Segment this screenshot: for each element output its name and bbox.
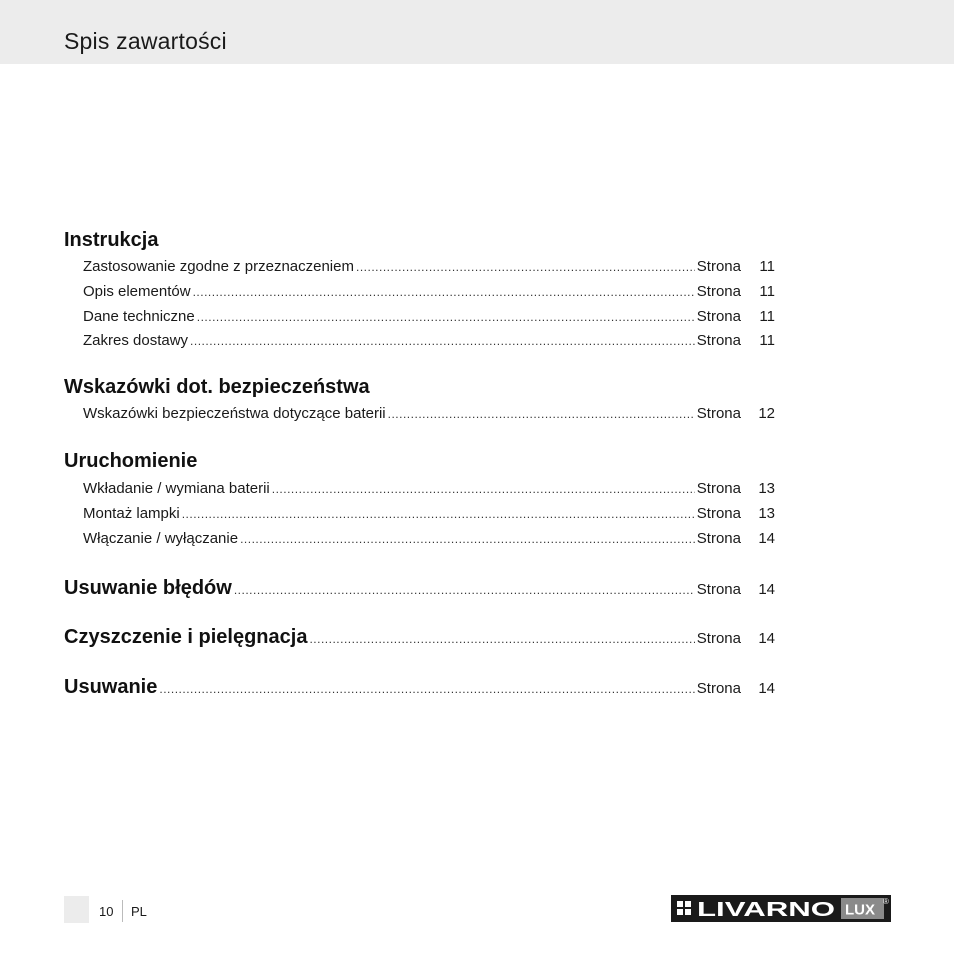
dot-leader [182, 507, 695, 521]
section-title-instrukcja: Instrukcja [64, 229, 159, 251]
page-word: Strona [696, 332, 741, 349]
page-number: 11 [759, 332, 775, 349]
toc-entry[interactable] [83, 405, 775, 425]
page-title: Spis zawartości [64, 28, 227, 54]
logo-lux-text: LUX [845, 901, 875, 919]
page-number: 14 [758, 581, 775, 598]
page-word: Strona [696, 258, 741, 275]
toc-entry-label: Dane techniczne [83, 308, 195, 325]
toc-entry-label: Zastosowanie zgodne z przeznaczeniem [83, 258, 354, 275]
page-word: Strona [696, 308, 741, 325]
dot-leader [234, 583, 695, 597]
toc-entry[interactable] [83, 308, 775, 328]
page-word: Strona [696, 680, 741, 697]
page-number: 14 [758, 630, 775, 647]
dot-leader [272, 482, 695, 496]
footer-divider [122, 900, 123, 922]
toc-major-entry[interactable] [64, 626, 775, 646]
toc-entry[interactable] [83, 283, 775, 303]
page-word: Strona [696, 581, 741, 598]
footer-page-number: 10 [99, 904, 114, 919]
dot-leader [193, 285, 695, 299]
toc-entry[interactable] [83, 505, 775, 525]
toc-entry[interactable] [83, 332, 775, 352]
footer-language: PL [131, 904, 147, 919]
toc-entry-label: Zakres dostawy [83, 332, 189, 349]
toc-major-entry[interactable] [64, 577, 775, 597]
toc-entry-label: Wskazówki bezpieczeństwa dotyczące baterii [83, 405, 386, 422]
page-word: Strona [696, 405, 741, 422]
section-title-safety: Wskazówki dot. bezpieczeństwa [64, 376, 370, 398]
page-number: 11 [759, 258, 775, 275]
dot-leader [159, 682, 694, 696]
dot-leader [240, 532, 695, 546]
page-number: 13 [758, 505, 775, 522]
footer-page-box [64, 896, 89, 923]
toc-entry[interactable] [83, 480, 775, 500]
toc-major-entry[interactable] [64, 676, 775, 696]
toc-entry-label: Włączanie / wyłączanie [83, 530, 239, 547]
page-word: Strona [696, 283, 741, 300]
logo-text: LIVARNO [697, 899, 835, 921]
page-number: 11 [759, 283, 775, 300]
page-word: Strona [696, 530, 741, 547]
page-number: 11 [759, 308, 775, 325]
toc-entry-label: Wkładanie / wymiana baterii [83, 480, 270, 497]
dot-leader [356, 260, 695, 274]
dot-leader [197, 310, 695, 324]
toc-major-label: Usuwanie [64, 676, 158, 698]
toc-entry[interactable] [83, 530, 775, 550]
registered-mark: ® [883, 897, 889, 906]
page-number: 13 [758, 480, 775, 497]
toc-entry-label: Opis elementów [83, 283, 191, 300]
livarno-lux-logo [671, 895, 891, 922]
section-title-uruchomienie: Uruchomienie [64, 450, 198, 472]
dot-leader [388, 407, 695, 421]
page-word: Strona [696, 505, 741, 522]
page-word: Strona [696, 630, 741, 647]
dot-leader [309, 632, 694, 646]
page-number: 12 [758, 405, 775, 422]
toc-major-label: Usuwanie błędów [64, 577, 232, 599]
page-number: 14 [758, 680, 775, 697]
page-number: 14 [758, 530, 775, 547]
page-word: Strona [696, 480, 741, 497]
dot-leader [190, 334, 695, 348]
toc-major-label: Czyszczenie i pielęgnacja [64, 626, 308, 648]
toc-entry-label: Montaż lampki [83, 505, 180, 522]
toc-entry[interactable] [83, 258, 775, 278]
